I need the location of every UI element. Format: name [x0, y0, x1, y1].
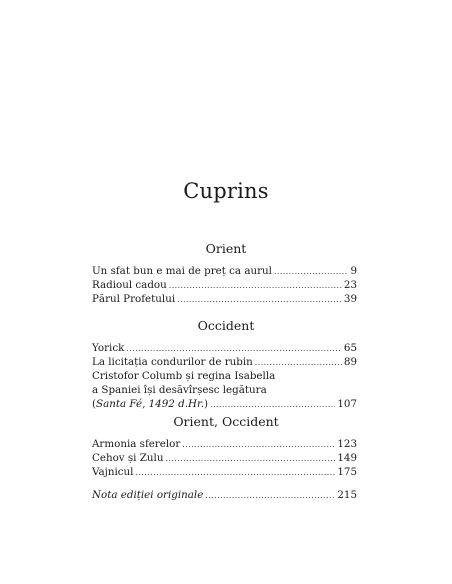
leader-dots	[135, 466, 335, 480]
toc-entry	[92, 341, 357, 355]
toc-entry-title: Părul Profetului	[92, 293, 176, 305]
page-title: Cuprins	[183, 179, 269, 203]
toc-entry-title: Armonia sferelor	[92, 438, 181, 450]
toc-entry-page: 215	[337, 489, 357, 501]
section-heading-occident: Occident	[197, 318, 255, 333]
leader-dots	[274, 265, 348, 279]
toc-entry-note	[92, 488, 357, 502]
leader-dots	[205, 489, 335, 503]
paren-close: )	[204, 398, 209, 410]
toc-entry-title: Un sfat bun e mai de preț ca aurul	[92, 265, 272, 277]
toc-entry	[92, 465, 357, 479]
toc-entry	[92, 451, 357, 465]
place-date-italic: Santa Fé, 1492 d.Hr.	[96, 398, 205, 410]
toc-entry-title: Cehov și Zulu	[92, 452, 164, 464]
toc-entry	[92, 355, 357, 369]
toc-entry-page: 107	[337, 398, 357, 410]
section-heading-orient-occident: Orient, Occident	[173, 414, 279, 429]
toc-entry-title-line1: Cristofor Columb și regina Isabella	[92, 370, 276, 382]
toc-entry-page: 9	[350, 265, 357, 277]
leader-dots	[169, 279, 342, 293]
paren-open: (	[92, 398, 97, 410]
toc-entry-page: 89	[343, 356, 357, 368]
toc-entry-title: Vajnicul	[92, 466, 134, 478]
toc-entry	[92, 264, 357, 278]
toc-entry	[92, 437, 357, 451]
leader-dots	[182, 438, 335, 452]
toc-entry-page: 149	[337, 452, 357, 464]
toc-section-occident	[92, 341, 357, 411]
toc-section-orient-occident	[92, 437, 357, 479]
toc-entry-page: 23	[343, 279, 357, 291]
toc-section-orient	[92, 264, 357, 306]
toc-entry-title: La licitația condurilor de rubin	[92, 356, 253, 368]
toc-entry-multiline	[92, 369, 357, 411]
toc-entry-last-line	[92, 397, 357, 411]
leader-dots	[165, 452, 335, 466]
toc-entry-title: Nota ediției originale	[92, 489, 204, 501]
toc-entry-title-line2: a Spaniei își desăvîrșesc legătura	[92, 384, 267, 396]
toc-entry-page: 39	[343, 293, 357, 305]
leader-dots	[177, 293, 342, 307]
toc-entry-title: Radioul cadou	[92, 279, 167, 291]
toc-entry-page: 65	[343, 342, 357, 354]
leader-dots	[255, 356, 342, 370]
section-heading-orient: Orient	[205, 241, 247, 256]
toc-entry	[92, 278, 357, 292]
toc-entry-page: 123	[337, 438, 357, 450]
leader-dots	[210, 398, 335, 412]
leader-dots	[126, 342, 342, 356]
toc-entry-page: 175	[337, 466, 357, 478]
toc-entry	[92, 292, 357, 306]
toc-entry-title-line3	[92, 397, 208, 411]
toc-entry-title: Yorick	[92, 342, 125, 354]
toc-note	[92, 488, 357, 502]
